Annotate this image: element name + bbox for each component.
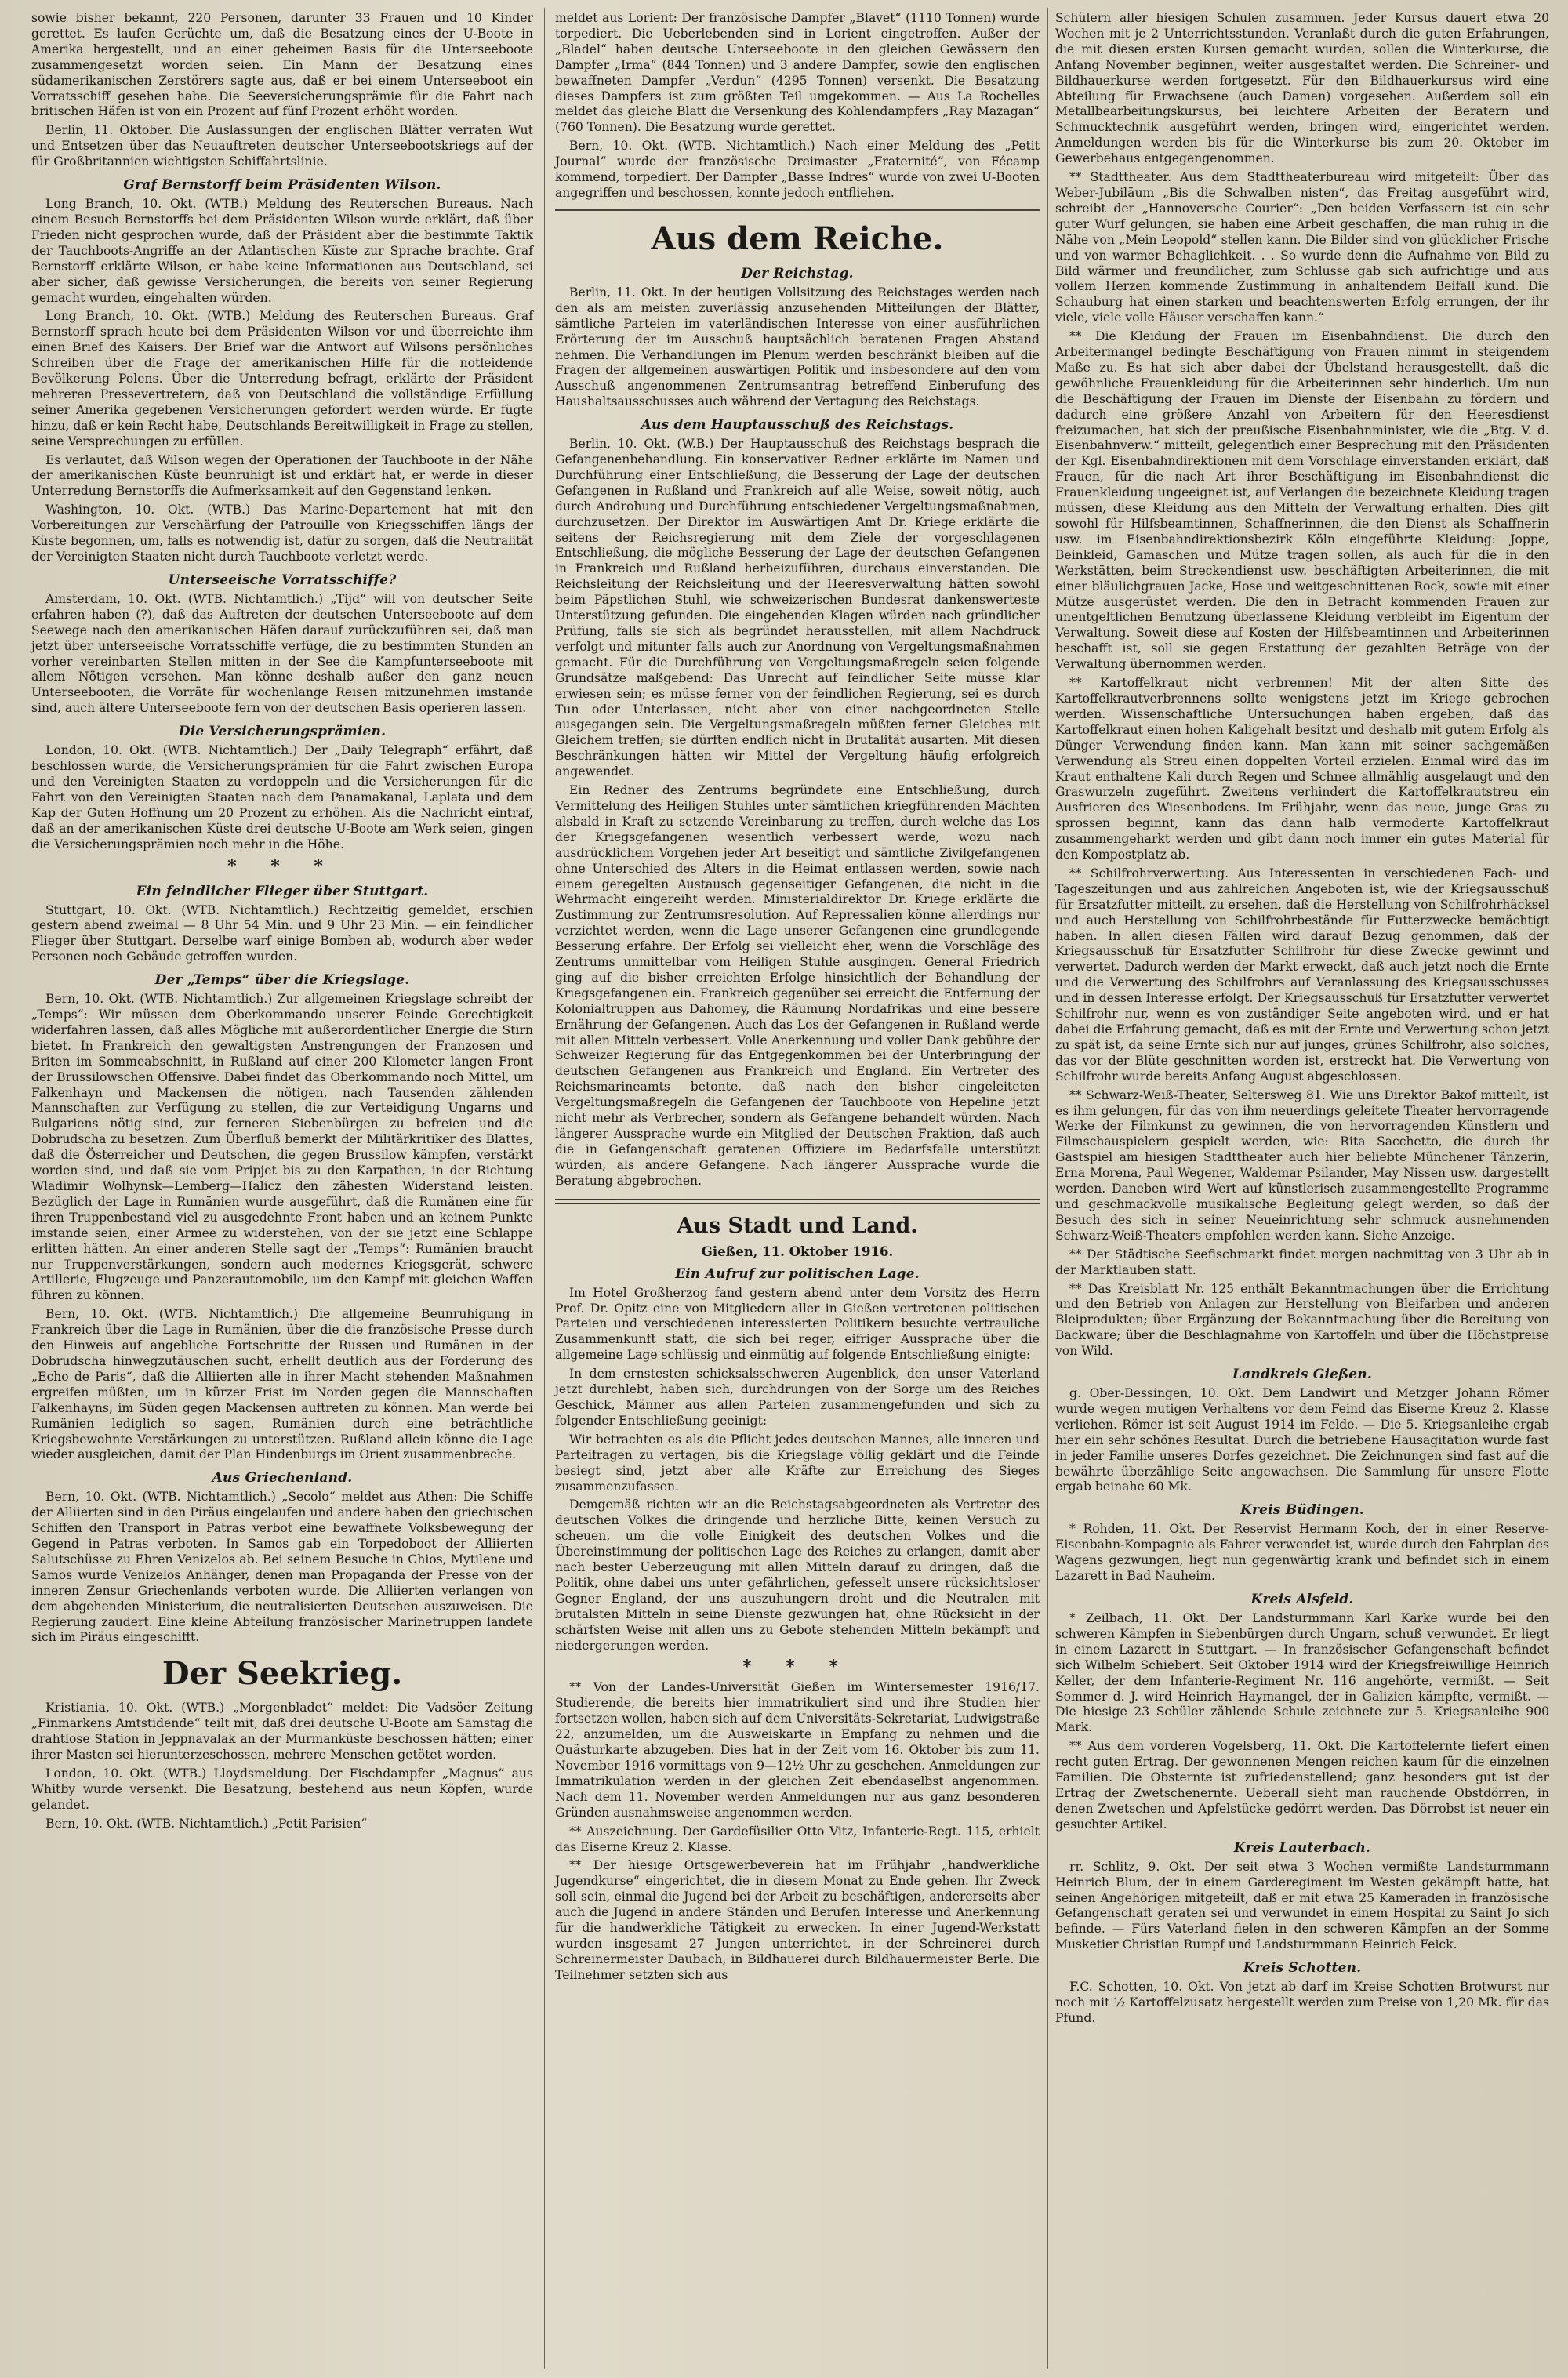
article-paragraph: ** Kartoffelkraut nicht verbrennen! Mit der alten Sitte des Kartoffelkrautverbrennens sollte wenigstens jetzt im Kriege gebrochen werden. Wissenschaftliche Untersuchungen haben ergeben, daß das Kartoffelkraut einen hohen Kaligehalt besitzt und deshalb mit gutem Erfolg als Dünger Verwendung finden kann. Man kann mit seiner sachgemäßen Verwendung als Streu einen doppelten Vorteil erzielen. Einmal wird das im Kraut enthaltene Kali durch Regen und Schnee allmählig ausgelaugt und den Graswurzeln zugeführt. Zweitens verhindert die Kartoffelkrautstreu ein Ausfrieren des Wiesenbodens. Im Frühjahr, wenn das neue, junge Gras zu sprossen beginnt, kann das dann halb vermoderte Kartoffelkraut zusammengeharkt werden und gibt dann noch immer ein gutes Material für den Kompostplatz ab. (1055, 676, 1549, 862)
column-left (31, 11, 533, 1835)
article-paragraph: ** Von der Landes-Universität Gießen im Wintersemester 1916/17. Studierende, die bereits hier immatrikuliert sind und ihre Studien hier fortsetzen wollen, haben sich auf dem Universitäts-Sekretariat, Ludwigstraße 22, anzumelden, um die Ausweiskarte in Empfang zu nehmen und die Quästurkarte abzugeben. Dies hat in der Zeit vom 16. Oktober bis zum 11. November 1916 vormittags von 9—12½ Uhr zu geschehen. Anmeldungen zur Immatrikulation werden in der gleichen Zeit ebendaselbst angenommen. Nach dem 11. November werden Anmeldungen nur aus ganz besonderen Gründen ausnahmsweise angenommen werden. (555, 1680, 1040, 1820)
dateline: Gießen, 11. Oktober 1916. (701, 1243, 894, 1259)
article-heading: Kreis Schotten. (1243, 1960, 1362, 1977)
article-heading: Landkreis Gießen. (1232, 1367, 1372, 1383)
article-heading: Kreis Alsfeld. (1250, 1592, 1354, 1607)
article-heading: Der Reichstag. (741, 265, 854, 281)
article-paragraph: rr. Schlitz, 9. Okt. Der seit etwa 3 Wochen vermißte Landsturmmann Heinrich Blum, der in einem Garderegiment im Westen gekämpft hatte, hat seinen Angehörigen mitgeteilt, daß er mit etwa 25 Kameraden in französische Gefangenschaft geraten sei und verwundet in einem Hospital zu Saint Jo sich befinde. — Fürs Vaterland fielen in den schweren Kämpfen an der Somme Musketier Christian Rumpf und Landsturmmann Heinrich Feick. (1055, 1859, 1549, 1952)
article-paragraph: ** Auszeichnung. Der Gardefüsilier Otto Vitz, Infanterie-Regt. 115, erhielt das Eiserne Kreuz 2. Klasse. (555, 1824, 1040, 1854)
column-right (1055, 11, 1549, 2030)
article-heading: Aus Griechenland. (212, 1470, 353, 1487)
article-paragraph: ** Schilfrohrverwertung. Aus Interessenten in verschiedenen Fach- und Tageszeitungen und aus zahlreichen Angeboten ist, wie der Kriegsausschuß für Ersatzfutter mitteilt, zu ersehen, daß die Herstellung von Schilfrohrhäcksel und auch Herstellung von Schilfrohrbestände für Futterzwecke bemächtigt haben. In allen diesen Fällen wird darauf Bezug genommen, daß der Kriegsausschuß für Ersatzfutter Schilfrohr für diese Zwecke gewinnt und verwertet. Dadurch werden der Markt erweckt, daß auch jetzt noch die Ernte und die Verwertung des Schilfrohrs auf Veranlassung des Kriegsausschusses und in dessen Interesse erfolgt. Der Kriegsausschuß für Ersatzfutter verwertet Schilfrohr nur, wenn es von zuständiger Seite angeboten wird, und er hat dabei die Erfahrung gemacht, daß es mit der Ernte und Verwertung schon jetzt zu spät ist, da seine Ernte sich nur auf junges, grünes Schilfrohr, also solches, das vor der Blüte geschnitten worden ist, erstreckt hat. Die Verwertung von Schilfrohr wurde bereits Anfang August abgeschlossen. (1055, 866, 1549, 1084)
column-rule (544, 8, 545, 2369)
article-paragraph: Ein Redner des Zentrums begründete eine Entschließung, durch Vermittelung des Heiligen Stuhles unter sämtlichen kriegführenden Mächten alsbald in Kraft zu setzende Vereinbarung zu treffen, durch welche das Los der Kriegsgefangenen wesentlich verbessert werde, wozu nach ausdrücklichem Vorgehen jeder Art beseitigt und sämtliche Zivilgefangenen ohne Unterschied des Alters in die Heimat entlassen werden, sowie nach einem geregelten Austausch gegenseitiger Gefangenen, die nicht in die Wehrmacht eingereiht werden. Ministerialdirektor Dr. Kriege erklärte die Zustimmung zur Zentrumsresolution. Auf Repressalien könne allerdings nur verzichtet werden, wenn die Lage unserer Gefangenen eine grundlegende Besserung erfahre. Der Erfolg sei vielleicht eher, wenn die Vorschläge des Zentrums unmittelbar vom Heiligen Stuhle ausgingen. General Friedrich ging auf die bisher erreichten Erfolge hinsichtlich der Behandlung der Kriegsgefangenen ein. Frankreich gegenüber sei erreicht die Entfernung der Kolonialtruppen aus Dahomey, die Räumung Nordafrikas und eine bessere Ernährung der Gefangenen. Auch das Los der Gefangenen in Rußland werde mit allen Mitteln verbessert. Volle Anerkennung und voller Dank gebühre der Schweizer Regierung für das Entgegenkommen bei der Unterbringung der deutschen Gefangenen aus Frankreich und England. Ein Vertreter des Reichsmarineamts betonte, daß nach den bisher eingeleiteten Vergeltungsmaßregeln die Gefangenen der Tauchboote von Hepeline jetzt nicht mehr als Verbrecher, sondern als Gefangene behandelt würden. Nach längerer Aussprache wurde ein Mitglied der Deutschen Fraktion, daß auch die in Gefangenschaft geratenen Offiziere im Bedarfsfalle unterstützt würden, als andere Gefangene. Nach längerer Aussprache wurde die Beratung abgebrochen. (555, 783, 1040, 1188)
article-paragraph: Long Branch, 10. Okt. (WTB.) Meldung des Reuterschen Bureaus. Graf Bernstorff sprach heute bei dem Präsidenten Wilson vor und überreichte ihm einen Brief des Kaisers. Der Brief war die Antwort auf Wilsons persönliches Schreiben über die Frage der amerikanischen Hilfe für die notleidende Bevölkerung Polens. Über die Unterredung befragt, erklärte der Präsident mehreren Pressevertretern, daß von Deutschland die vollständige Erfüllung seiner Amerika gegebenen Versicherungen gefordert werden würde. Er fügte hinzu, daß er kein Recht habe, Deutschlands Bereitwilligkeit in Frage zu stellen, seine Versprechungen zu erfüllen. (31, 309, 533, 448)
article-paragraph: ** Das Kreisblatt Nr. 125 enthält Bekanntmachungen über die Errichtung und den Betrieb von Anlagen zur Herstellung von Bleifarben und anderen Bleiprodukten; über Ergänzung der Bekanntmachung über die Bereitung von Backware; über die Beschlagnahme von Kartoffeln und über die Höchstpreise von Wild. (1055, 1281, 1549, 1359)
section-title: Aus Stadt und Land. (677, 1213, 918, 1238)
section-rule (555, 1199, 1040, 1204)
article-paragraph: Stuttgart, 10. Okt. (WTB. Nichtamtlich.) Rechtzeitig gemeldet, erschien gestern abend zweimal — 8 Uhr 54 Min. und 9 Uhr 23 Min. — ein feindlicher Flieger über Stuttgart. Derselbe warf einige Bomben ab, wodurch aber weder Personen noch Gebäude getroffen wurden. (31, 902, 533, 964)
section-title: Aus dem Reiche. (651, 220, 944, 257)
article-paragraph: Bern, 10. Okt. (WTB. Nichtamtlich.) Zur allgemeinen Kriegslage schreibt der „Temps“: Wir müssen dem Oberkommando unserer Feinde Gerechtigkeit widerfahren lassen, daß alles Mögliche mit außerordentlicher Energie die Stirn bietet. In Frankreich den gewaltigsten Anstrengungen der Franzosen und Briten im Sommeabschnitt, in Rußland auf einer 200 Kilometer langen Front der Brussilowschen Offensive. Dabei findet das Oberkommando noch Mittel, um Falkenhayn und Mackensen die nötigen, nach Tausenden zählenden Mannschaften zur Verfügung zu stellen, die zur Verteidigung Ungarns und Bulgariens nötig sind, zur ferneren Siebenbürgen zu befreien und die Dobrudscha zu besetzen. Zum Überfluß bemerkt der Militärkritiker des Blattes, daß die Österreicher und Deutschen, die gegen Brussilow kämpfen, verstärkt worden sind, und daß sie vom Pripjet bis zu den Karpathen, in der Richtung Wladimir Wolhynsk—Lemberg—Halicz den zähesten Widerstand leisten. Bezüglich der Lage in Rumänien wurde ausgeführt, daß die Rumänen eine für ihren Truppenbestand viel zu ausgedehnte Front haben und an keinem Punkte imstande seien, einer Armee zu widerstehen, von der sie jetzt eine Schlappe erlitten hätten. An einer anderen Stelle sagt der „Temps“: Rumänien braucht nur Truppenverstärkungen, sondern auch modernes Kriegsgerät, schwere Artillerie, Flugzeuge und Panzerautomobile, um den Kampf mit gleichen Waffen führen zu können. (31, 992, 533, 1303)
article-paragraph: London, 10. Okt. (WTB.) Lloydsmeldung. Der Fischdampfer „Magnus“ aus Whitby wurde versenkt. Die Besatzung, bestehend aus neun Köpfen, wurde gelandet. (31, 1766, 533, 1812)
article-paragraph: ** Der Städtische Seefischmarkt findet morgen nachmittag von 3 Uhr ab in der Marktlauben statt. (1055, 1247, 1549, 1277)
article-paragraph: Berlin, 10. Okt. (W.B.) Der Hauptausschuß des Reichstags besprach die Gefangenenbehandlung. Ein konservativer Redner erklärte im Namen und Durchführung einer Entschließung, die Besserung der Lage der deutschen Gefangenen in Rußland und Frankreich auf alle Weise, soweit nötig, auch durch Androhung und Durchführung entschiedener Vergeltungsmaßnahmen, durchzusetzen. Der Direktor im Auswärtigen Amt Dr. Kriege erklärte die seitens der Reichsregierung mit dem Ziele der vorgeschlagenen Entschließung, die mögliche Besserung der Lage der deutschen Gefangenen in Frankreich und Rußland herbeizuführen, durchaus einverstanden. Die Reichsleitung der Reichsleitung und der Heeresverwaltung hätten sowohl beim Päpstlichen Stuhl, wie schweizerischen Bundesrat dankenswerteste Unterstützung gefunden. Die eingehenden Klagen würden nach gründlicher Prüfung, falls sie sich als begründet herausstellen, mit allem Nachdruck verfolgt und mitunter falls auch zur Anordnung von Vergeltungsmaßnahmen gemacht. Für die Durchführung von Vergeltungsmaßregeln seien folgende Grundsätze maßgebend: Das Unrecht auf feindlicher Seite müsse klar erwiesen sein; es müsse ferner von der feindlichen Regierung, sei es durch Tun oder Unterlassen, nicht aber von einer nachgeordneten Stelle ausgegangen sein. Die Vergeltungsmaßregeln müßten ferner Gleiches mit Gleichem treffen; sie dürften endlich nicht in Brutalität ausarten. Mit diesen Beschränkungen hätten wir Mittel der Vergeltung häufig erfolgreich angewendet. (555, 437, 1040, 779)
article-paragraph: Wir betrachten es als die Pflicht jedes deutschen Mannes, alle inneren und Parteifragen zu vertagen, bis die Kriegslage völlig geklärt und die Feinde besiegt sind, jetzt aber alle Kräfte zur Erreichung des Sieges zusammenzufassen. (555, 1432, 1040, 1494)
section-title: Der Seekrieg. (162, 1655, 403, 1693)
article-paragraph: Bern, 10. Okt. (WTB. Nichtamtlich.) Die allgemeine Beunruhigung in Frankreich über die Lage in Rumänien, über die die französische Presse durch den Hinweis auf angebliche Fortschritte der Russen und Rumänen in der Dobrudscha hinwegzutäuschen sucht, erhellt deutlich aus der Forderung des „Echo de Paris“, daß die Alliierten alle in ihrer Macht stehenden Maßnahmen ergreifen müßten, um in kürzer Frist im Norden gegen die Mannschaften Falkenhayns, im Süden gegen Mackensen auftreten zu können. Man werde bei Rumänien lediglich so sagen, Rumänien durch eine beträchtliche Kriegsbewohnte Verstärkungen zu unterstützen. Rußland allein könne die Lage wieder ausgleichen, damit der Plan Hindenburgs im Orient zusammenbreche. (31, 1307, 533, 1462)
article-paragraph: ** Stadttheater. Aus dem Stadttheaterbureau wird mitgeteilt: Über das Weber-Jubiläum „Bis die Schwalben nisten“, das Freitag ausgeführt wird, schreibt der „Hannoversche Courier“: „Den beiden Verfassern ist ein sehr guter Wurf gelungen, sie haben eine Arbeit geschaffen, die man ruhig in die Nähe von „Mein Leopold“ stellen kann. Die Bilder sind von glücklicher Frische und von warmer Behaglichkeit. . . So wurde denn die Aufnahme von Bild zu Bild wärmer und freundlicher, zum Schlusse gab sich aufrichtige und aus vollem Herzen kommende Zustimmung in anhaltendem Beifall kund. Die Schauburg hat einen starken und beachtenswerten Erfolg errungen, der ihr viele, viele volle Häuser verschaffen kann.“ (1055, 170, 1549, 325)
article-paragraph: meldet aus Lorient: Der französische Dampfer „Blavet“ (1110 Tonnen) wurde torpediert. Die Ueberlebenden sind in Lorient eingetroffen. Außer der „Bladel“ haben deutsche Unterseeboote in den gleichen Gewässern den Dampfer „Irma“ (844 Tonnen) und 3 andere Dampfer, sowie den englischen bewaffneten Dampfer „Verdun“ (4295 Tonnen) versenkt. Die Besatzung dieses Dampfers ist zum größten Teil umgekommen. — Aus La Rochelles meldet das gleiche Blatt die Versenkung des Kohlendampfers „Ray Mazagan“ (760 Tonnen). Die Besatzung wurde gerettet. (555, 11, 1040, 135)
article-paragraph: * Zeilbach, 11. Okt. Der Landsturmmann Karl Karke wurde bei den schweren Kämpfen in Siebenbürgen durch Ungarn, schuß verwundet. Er liegt in einem Lazarett in Stuttgart. — In französischer Gefangenschaft befindet sich Wilhelm Schiebert. Seit Oktober 1914 wird der Kriegsfreiwillige Heinrich Keller, der dem Infanterie-Regiment Nr. 116 angehörte, vermißt. — Seit Sommer d. J. wird Heinrich Haymangel, der in Galizien kämpfte, vermißt. — Die hiesige 23 Schüler zählende Schule zeichnete zur 5. Kriegsanleihe 900 Mark. (1055, 1611, 1549, 1735)
article-paragraph: Berlin, 11. Okt. In der heutigen Vollsitzung des Reichstages werden nach den als am meisten zuverlässig anzusehenden Mitteilungen der Blätter, sämtliche Parteien im vaterländischen Interesse von einer ausführlichen Erörterung der im Ausschuß hauptsächlich beratenen Fragen Abstand nehmen. Die Verhandlungen im Plenum werden beschränkt bleiben auf die Fragen der allgemeinen auswärtigen Politik und insbesondere auf den vom Ausschuß angenommenen Zentrumsantrag betreffend Einberufung des Haushaltsausschusses auch während der Vertagung des Reichstags. (555, 285, 1040, 409)
article-paragraph: * Rohden, 11. Okt. Der Reservist Hermann Koch, der in einer Reserve-Eisenbahn-Kompagnie als Fahrer verwendet ist, wurde durch den Fahrplan des Wagens gezwungen, liegt nun gegenwärtig krank und befindet sich in einem Lazarett in Bad Nauheim. (1055, 1522, 1549, 1584)
article-paragraph: g. Ober-Bessingen, 10. Okt. Dem Landwirt und Metzger Johann Römer wurde wegen mutigen Verhaltens vor dem Feind das Eiserne Kreuz 2. Klasse verliehen. Römer ist seit August 1914 im Felde. — Die 5. Kriegsanleihe ergab hier ein sehr schönes Resultat. Durch die betriebene Hausagitation wurde fast in jeder Familie unseres Dorfes gezeichnet. Die Zeichnungen sind fast auf die bewährte überzählige Seite angewachsen. Die Sammlung für unsere Flotte ergab beinahe 60 Mk. (1055, 1386, 1549, 1494)
article-paragraph: Demgemäß richten wir an die Reichstagsabgeordneten als Vertreter des deutschen Volkes die dringende und herzliche Bitte, keinen Versuch zu scheuen, um die volle Einigkeit des deutschen Volkes und die Übereinstimmung der politischen Lage des Reiches zu erlangen, damit aber nach bester Ueberzeugung mit allen Mitteln darauf zu dringen, daß die Politik, ohne dabei uns unter gefährlichen, gefesselt unsere rücksichtsloser Gegner England, der uns auszuhungern droht und die Neutralen mit brutalsten Mitteln in seine Dienste gezwungen hat, ohne Rücksicht in der schärfsten Weise mit allen uns zu Gebote stehenden Mitteln bekämpft und niedergerungen werden. (555, 1498, 1040, 1653)
section-divider: * * * (742, 1657, 852, 1678)
article-heading: Aus dem Hauptausschuß des Reichstags. (641, 417, 954, 434)
article-heading: Ein feindlicher Flieger über Stuttgart. (136, 883, 429, 899)
article-paragraph: ** Der hiesige Ortsgewerbeverein hat im Frühjahr „handwerkliche Jugendkurse“ eingerichtet, die in diesem Monat zu Ende gehen. Ihr Zweck soll sein, einmal die Jugend bei der Arbeit zu beschäftigen, andererseits aber auch die Jugend in andere Ständen und Berufen Interesse und Anerkennung für die handwerkliche Tätigkeit zu erwecken. In einer Jugend-Werkstatt wurden insgesamt 27 Jungen unterrichtet, in der Schreinerei durch Schreinermeister Daubach, in Bildhauerei durch Bildhauermeister Berle. Die Teilnehmer setzten sich aus (555, 1858, 1040, 1982)
article-heading: Kreis Büdingen. (1240, 1502, 1364, 1519)
article-paragraph: In dem ernstesten schicksalsschweren Augenblick, den unser Vaterland jetzt durchlebt, haben sich, durchdrungen von der Sorge um des Reiches Geschick, Männer aus allen Parteien zusammengefunden und sich zu folgender Entschließung geeinigt: (555, 1367, 1040, 1428)
section-rule (555, 209, 1040, 211)
article-heading: Der „Temps“ über die Kriegslage. (154, 972, 410, 989)
article-paragraph: ** Aus dem vorderen Vogelsberg, 11. Okt. Die Kartoffelernte liefert einen recht guten Ertrag. Der gewonnenen Mengen reichen kaum für die einzelnen Familien. Die Obsternte ist zufriedenstellend; ganz besonders gut ist der Ertrag der Zwetschenernte. Ueberall sieht man rauchende Obstdörren, in denen Zwetschen und Apfelstücke gedörrt werden. Das Dörrobst ist neuer ein gesuchter Artikel. (1055, 1739, 1549, 1832)
article-paragraph: Long Branch, 10. Okt. (WTB.) Meldung des Reuterschen Bureaus. Nach einem Besuch Bernstorffs bei dem Präsidenten Wilson wurde erklärt, daß über Frieden nicht gesprochen wurde, daß der Präsident aber die bestimmte Taktik der Tauchboots-Angriffe an der Atlantischen Küste zur Sprache brachte. Graf Bernstorff erklärte Wilson, er habe keine Informationen aus Deutschland, sei aber sicher, daß gewisse Versicherungen, die bereits von seiner Regierung gemacht wurden, eingehalten würden. (31, 197, 533, 305)
section-divider: * * * (227, 855, 337, 877)
article-paragraph: London, 10. Okt. (WTB. Nichtamtlich.) Der „Daily Telegraph“ erfährt, daß beschlossen wurde, die Versicherungsprämien für die Fahrt zwischen Europa und den Vereinigten Staaten zu verdoppeln und die Versicherungen für die Fahrt von den Vereinigten Staaten nach dem Panamakanal, Laplata und dem Kap der Guten Hoffnung um 20 Prozent zu erhöhen. Als die Nachricht eintraf, daß an der amerikanischen Küste drei deutsche U-Boote am Werk seien, gingen die Versicherungsprämien noch mehr in die Höhe. (31, 743, 533, 851)
article-heading: Ein Aufruf zur politischen Lage. (675, 1265, 920, 1282)
column-rule (1047, 8, 1048, 2369)
article-paragraph: Bern, 10. Okt. (WTB. Nichtamtlich.) Nach einer Meldung des „Petit Journal“ wurde der französische Dreimaster „Fraternité“, von Fécamp kommend, torpediert. Der Dampfer „Basse Indres“ wurde von zwei U-Booten angegriffen und beschossen, konnte jedoch entfliehen. (555, 139, 1040, 200)
article-paragraph: Es verlautet, daß Wilson wegen der Operationen der Tauchboote in der Nähe der amerikanischen Küste beunruhigt ist und erklärt hat, er werde in dieser Unterredung Bernstorffs die Aufmerksamkeit auf den Gegenstand lenken. (31, 452, 533, 499)
article-paragraph: Kristiania, 10. Okt. (WTB.) „Morgenbladet“ meldet: Die Vadsöer Zeitung „Finmarkens Amtstidende“ teilt mit, daß drei deutsche U-Boote am Samstag die drahtlose Station in Jeppnavalak an der Murmanküste beschossen hätten; einer ihrer Masten sei hierunterzeschossen, mehrere Menschen getötet worden. (31, 1701, 533, 1763)
column-middle (555, 11, 1040, 1987)
article-paragraph: ** Die Kleidung der Frauen im Eisenbahndienst. Die durch den Arbeitermangel bedingte Beschäftigung von Frauen nimmt in steigendem Maße zu. Es hat sich aber dabei der Übelstand herausgestellt, daß die gewöhnliche Frauenkleidung für die Arbeiterinnen sehr hinderlich. Um nun die Beschäftigung der Frauen im Dienste der Eisenbahn zu fördern und dadurch eine größere Anzahl von Arbeitern für den Heeresdienst freizumachen, hat sich der preußische Eisenbahnminister, wie die „Btg. V. d. Eisenbahnverw.“ mitteilt, gelegentlich einer Besprechung mit den Präsidenten der Kgl. Eisenbahndirektionen mit dem Vorschlage einverstanden erklärt, daß Frauen, für die nach Art ihrer Beschäftigung im Eisenbahndienst die Frauenkleidung ungeeignet ist, auf Verlangen die bezeichnete Kleidung tragen müssen, diese Kleidung aus den Mitteln der Verwaltung erhalten. Dies gilt sowohl für Hilfsbeamtinnen, Schaffnerinnen, die den Dienst als Schaffnerin usw. im Eisenbahndirektionsbezirk Köln eingeführte Kleidung: Joppe, Beinkleid, Gamaschen und Mütze tragen sollen, als auch für die in den Werkstätten, beim Streckendienst usw. beschäftigten Arbeiterinnen, die mit einer bläulichgrauen Jacke, Hose und weitgeschnittenen Rock, sowie mit einer Mütze ausgerüstet werden. Die den in Betracht kommenden Frauen zur unentgeltlichen Benutzung überlassene Kleidung verbleibt im Eigentum der Verwaltung. Soweit diese auf Kosten der Hilfsbeamtinnen und Arbeiterinnen beschafft ist, soll sie gegen Erstattung der gezahlten Beträge von der Verwaltung übernommen werden. (1055, 329, 1549, 672)
article-heading: Die Versicherungsprämien. (178, 724, 387, 740)
article-paragraph: ** Schwarz-Weiß-Theater, Seltersweg 81. Wie uns Direktor Bakof mitteilt, ist es ihm gelungen, für das von ihm neuerdings geleitete Theater hervorragende Werke der Filmkunst zu gewinnen, die von hervorragenden Künstlern und Filmschauspielern gespielt werden, wie: Rita Sacchetto, die durch ihr Gastspiel am hiesigen Stadttheater auch hier beliebte Münchener Tänzerin, Erna Morena, Paul Wegener, Waldemar Psilander, May Nissen usw. dargestellt werden. Daneben wird Wert auf künstlerisch zusammengestellte Programme und geschmackvolle musikalische Begleitung gelegt werden, so daß der Besuch des sich in seiner Neueinrichtung sehr schmuck ausnehmenden Schwarz-Weiß-Theaters empfohlen werden kann. Siehe Anzeige. (1055, 1087, 1549, 1243)
article-heading: Graf Bernstorff beim Präsidenten Wilson. (123, 177, 441, 194)
article-paragraph: Bern, 10. Okt. (WTB. Nichtamtlich.) „Secolo“ meldet aus Athen: Die Schiffe der Alliierten sind in den Piräus eingelaufen und andere haben den griechischen Schiffen den Transport in Patras verbot eine bewaffnete Volksbewegung der Gegend in Patras verboten. In Samos gab ein Torpedoboot der Alliierten Salutschüsse zu Ehren Venizelos ab. Bei seinem Besuche in Chios, Mytilene und Samos wurde Venizelos Anhänger, denen man Propaganda der Presse von der inneren Zensur Griechenlands verboten wurde. Die Alliierten verlangen von dem abgehenden Ministerium, die neutralisierten Deutschen auszuweisen. Die Regierung zaudert. Eine kleine Abteilung französischer Marinetruppen landete sich im Piräus eingeschifft. (31, 1490, 533, 1645)
article-paragraph: sowie bisher bekannt, 220 Personen, darunter 33 Frauen und 10 Kinder gerettet. Es laufen Gerüchte um, daß die Besatzung eines der U-Boote in Amerika hergestellt, und an einer geheimen Basis für die Unterseeboote zusammengesetzt worden seien. Ein Mann der Besatzung eines südamerikanischen Zerstörers sagte aus, daß er bei einem Unterseeboot ein Vorratsschiff gesehen habe. Die Seeversicherungsprämie für die Fahrt nach britischen Häfen ist von ein Prozent auf fünf Prozent erhöht worden. (31, 11, 533, 119)
article-paragraph: Amsterdam, 10. Okt. (WTB. Nichtamtlich.) „Tijd“ will von deutscher Seite erfahren haben (?), daß das Auftreten der deutschen Unterseeboote auf dem Seewege nach den amerikanischen Häfen darauf zurückzuführen sei, daß man jetzt über unterseeische Vorratsschiffe verfüge, die zu bestimmten Stunden an vorher vereinbarten Stellen mitten in der See die Kampfunterseeboote mit allem Nötigen versehen. Man könne deshalb außer den ganz neuen Unterseebooten, die Vorräte für wochenlange Reisen mitzunehmen imstande sind, auch ältere Unterseeboote fern von der deutschen Basis operieren lassen. (31, 591, 533, 716)
article-heading: Kreis Lauterbach. (1233, 1839, 1371, 1856)
article-heading: Unterseeische Vorratsschiffe? (168, 572, 397, 588)
article-paragraph: Berlin, 11. Oktober. Die Auslassungen der englischen Blätter verraten Wut und Entsetzen über das Neuauftreten deutscher Unterseebootskriegs auf der für Großbritannien wichtigsten Schiffahrtslinie. (31, 123, 533, 169)
article-paragraph: Bern, 10. Okt. (WTB. Nichtamtlich.) „Petit Parisien“ (45, 1816, 368, 1831)
article-paragraph: Washington, 10. Okt. (WTB.) Das Marine-Departement hat mit den Vorbereitungen zur Verschärfung der Patrouille von Kriegsschiffen längs der Küste begonnen, um, falls es notwendig ist, dafür zu sorgen, daß die Neutralität der Vereinigten Staaten nicht durch Tauchboote verletzt werde. (31, 503, 533, 564)
article-paragraph: Schülern aller hiesigen Schulen zusammen. Jeder Kursus dauert etwa 20 Wochen mit je 2 Unterrichtsstunden. Veranlaßt durch die guten Erfahrungen, die mit diesen ersten Kursen gemacht wurden, sollen die Winterkurse, die Anfang November beginnen, weiter ausgestaltet werden. Die Schreiner- und Bildhauerkurse werden fortgesetzt. Für den Bildhauerkursus wird eine Abteilung für Erwachsene (auch Damen) vorgesehen. Außerdem soll ein Metallbearbeitungskursus, bei leichtere Arbeiten der Beratern und Schmucktechnik ausgeführt werden, bringen wird, eingerichtet werden. Anmeldungen werden bis für die Winterkurse bis zum 20. Oktober im Gewerbehaus entgegengenommen. (1055, 11, 1549, 166)
article-paragraph: F.C. Schotten, 10. Okt. Von jetzt ab darf im Kreise Schotten Brotwurst nur noch mit ½ Kartoffelzusatz hergestellt werden zum Preise von 1,20 Mk. für das Pfund. (1055, 1980, 1549, 2025)
article-paragraph: Im Hotel Großherzog fand gestern abend unter dem Vorsitz des Herrn Prof. Dr. Opitz eine von Mitgliedern aller in Gießen vertretenen politischen Parteien und verschiedenen interessierten Politikern besuchte vertrauliche Zusammenkunft statt, die sich bei reger, eifriger Aussprache über die allgemeine Lage schlüssig und einmütig auf folgende Entschließung einigte: (555, 1285, 1040, 1363)
